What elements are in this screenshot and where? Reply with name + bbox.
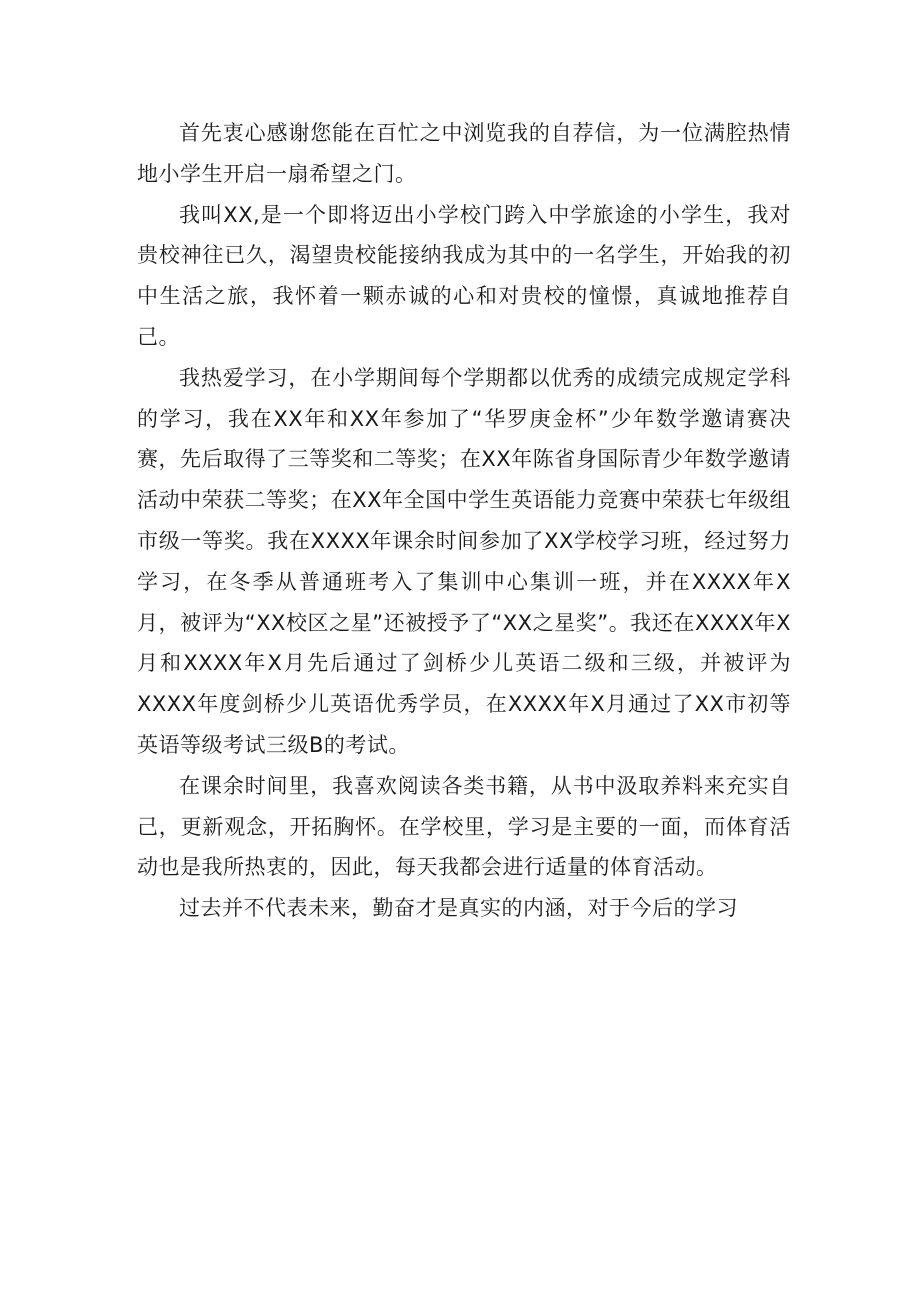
document-body <box>137 113 791 929</box>
paragraph-introduction: 我叫XX,是一个即将迈出小学校门跨入中学旅途的小学生，我对贵校神往已久，渴望贵校能接纳我成为其中的一名学生，开始我的初中生活之旅，我怀着一颗赤诚的心和对贵校的憧憬，真诚地推荐自己。 <box>137 202 791 349</box>
paragraph-future: 过去并不代表未来，勤奋才是真实的内涵，对于今后的学习 <box>179 896 738 921</box>
paragraph-hobbies: 在课余时间里，我喜欢阅读各类书籍，从书中汲取养料来充实自己，更新观念，开拓胸怀。在学校里，学习是主要的一面，而体育活动也是我所热衷的，因此，每天我都会进行适量的体育活动。 <box>137 773 791 880</box>
paragraph-gratitude: 首先衷心感谢您能在百忙之中浏览我的自荐信，为一位满腔热情地小学生开启一扇希望之门。 <box>137 121 791 186</box>
paragraph-achievements: 我热爱学习，在小学期间每个学期都以优秀的成绩完成规定学科的学习，我在XX年和XX年参加了“华罗庚金杯”少年数学邀请赛决赛，先后取得了三等奖和二等奖；在XX年陈省身国际青少年数学邀请活动中荣获二等奖；在XX年全国中学生英语能力竞赛中荣获七年级组市级一等奖。我在XXXX年课余时间参加了XX学校学习班，经过努力学习，在冬季从普通班考入了集训中心集训一班，并在XXXX年X月，被评为“XX校区之星”还被授予了“XX之星奖”。我还在XXXX年X月和XXXX年X月先后通过了剑桥少儿英语二级和三级，并被评为XXXX年度剑桥少儿英语优秀学员，在XXXX年X月通过了XX市初等英语等级考试三级B的考试。 <box>137 365 791 757</box>
